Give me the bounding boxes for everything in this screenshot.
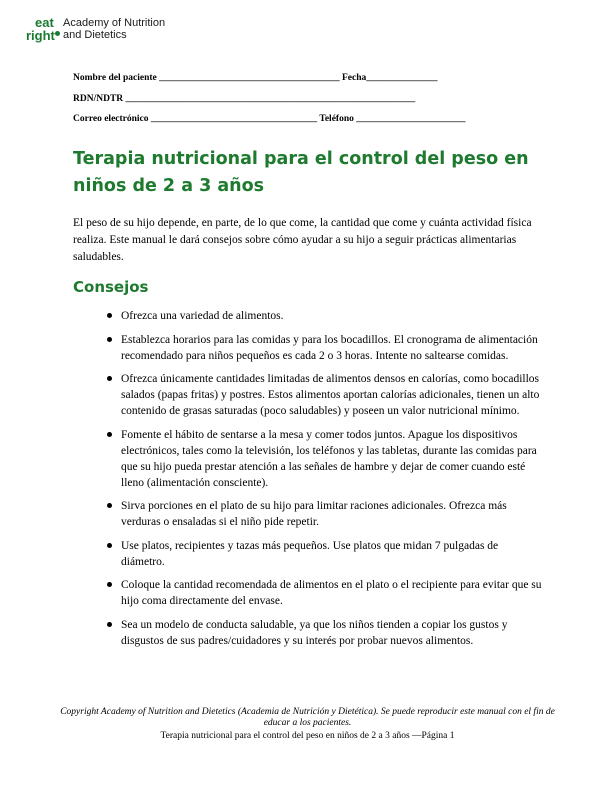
phone-label: Teléfono: [319, 114, 354, 124]
footer-page-label: Terapia nutricional para el control del peso en niños de 2 a 3 años —Página 1: [160, 731, 455, 741]
academy-logo: [26, 15, 186, 45]
list-item: [73, 617, 543, 649]
email-label: Correo electrónico: [73, 114, 149, 124]
tip-text: Establezca horarios para las comidas y para los bocadillos. El cronograma de alimentación recomendado para niños pequeños es cada 2 o 3 horas. Intente no saltearse comidas.: [121, 333, 538, 362]
patient-name-label: Nombre del paciente: [73, 73, 157, 83]
patient-name-blank[interactable]: ______________________________________: [159, 73, 340, 83]
list-item: [73, 308, 543, 324]
bullet-icon: [107, 503, 112, 508]
tip-text: Sirva porciones en el plato de su hijo para limitar raciones adicionales. Ofrezca más verduras o ensaladas si el niño pide repetir.: [121, 500, 507, 528]
bullet-icon: [107, 337, 112, 342]
tip-text: Use platos, recipientes y tazas más pequeños. Use platos que midan 7 pulgadas de diámetro.: [121, 539, 499, 568]
bullet-icon: [107, 432, 112, 437]
list-item: [73, 538, 543, 570]
date-blank[interactable]: _______________: [366, 73, 438, 83]
rdn-blank[interactable]: _____________________________________________________________: [125, 94, 416, 104]
email-blank[interactable]: ___________________________________: [150, 114, 318, 124]
date-label: Fecha: [341, 73, 367, 83]
tips-list: [73, 308, 543, 656]
tip-text: Ofrezca únicamente cantidades limitadas de alimentos densos en calorías, como bocadillos salados (papas fritas) y postres. Estos alimentos aportan calorías adicionales, tienen un alto contenido de grasas saturadas (poco saludables) y poseen un valor nutricional mínimo.: [121, 373, 540, 417]
rdn-label: RDN/NDTR: [73, 94, 124, 104]
tip-text: Fomente el hábito de sentarse a la mesa y comer todos juntos. Apague los dispositivos electrónicos, tales como la televisión, los teléfonos y las tabletas, durante las comidas para que su hijo pueda prestar atención a las señales de hambre y dejar de comer cuando esté lleno (alimentación consciente).: [121, 428, 537, 489]
patient-name-field[interactable]: [73, 73, 438, 83]
logo-eat-text: eat: [35, 15, 54, 30]
rdn-field[interactable]: [73, 94, 415, 104]
list-item: [73, 332, 543, 364]
email-field[interactable]: [73, 114, 465, 124]
tip-text: Coloque la cantidad recomendada de alimentos en el plato o el recipiente para evitar que su hijo coma directamente del envase.: [121, 579, 542, 607]
tip-text: Sea un modelo de conducta saludable, ya que los niños tienden a copiar los gustos y disgustos de sus padres/cuidadores y su interés por probar nuevos alimentos.: [121, 618, 508, 647]
phone-blank[interactable]: _______________________: [356, 114, 466, 124]
list-item: [73, 371, 543, 419]
bullet-icon: [107, 313, 112, 318]
intro-paragraph: El peso de su hijo depende, en parte, de lo que come, la cantidad que come y cuánta actividad física realiza. Este manual le dará consejos sobre cómo ayudar a su hijo a seguir prácticas alimentarias saludables.: [73, 217, 532, 263]
page-title: Terapia nutricional para el control del peso en niños de 2 a 3 años: [73, 149, 529, 196]
list-item: [73, 427, 543, 491]
bullet-icon: [107, 376, 112, 381]
logo-right-text: right: [26, 28, 55, 43]
logo-line-1: Academy of Nutrition: [63, 17, 166, 29]
logo-wordmark: [63, 17, 165, 41]
footer-copyright: Copyright Academy of Nutrition and Dietetics (Academia de Nutrición y Dietética). Se puede reproducir este manual con el fin de educar a los pacientes.: [60, 707, 555, 728]
logo-dot-icon: [55, 31, 60, 36]
list-item: [73, 498, 543, 530]
bullet-icon: [107, 582, 112, 587]
tip-text: Ofrezca una variedad de alimentos.: [121, 310, 284, 322]
bullet-icon: [107, 543, 112, 548]
list-item: [73, 577, 543, 609]
bullet-icon: [107, 622, 112, 627]
tips-heading: Consejos: [73, 278, 149, 296]
logo-line-2: and Dietetics: [63, 29, 127, 41]
eat-right-logo-mark: [26, 15, 62, 45]
